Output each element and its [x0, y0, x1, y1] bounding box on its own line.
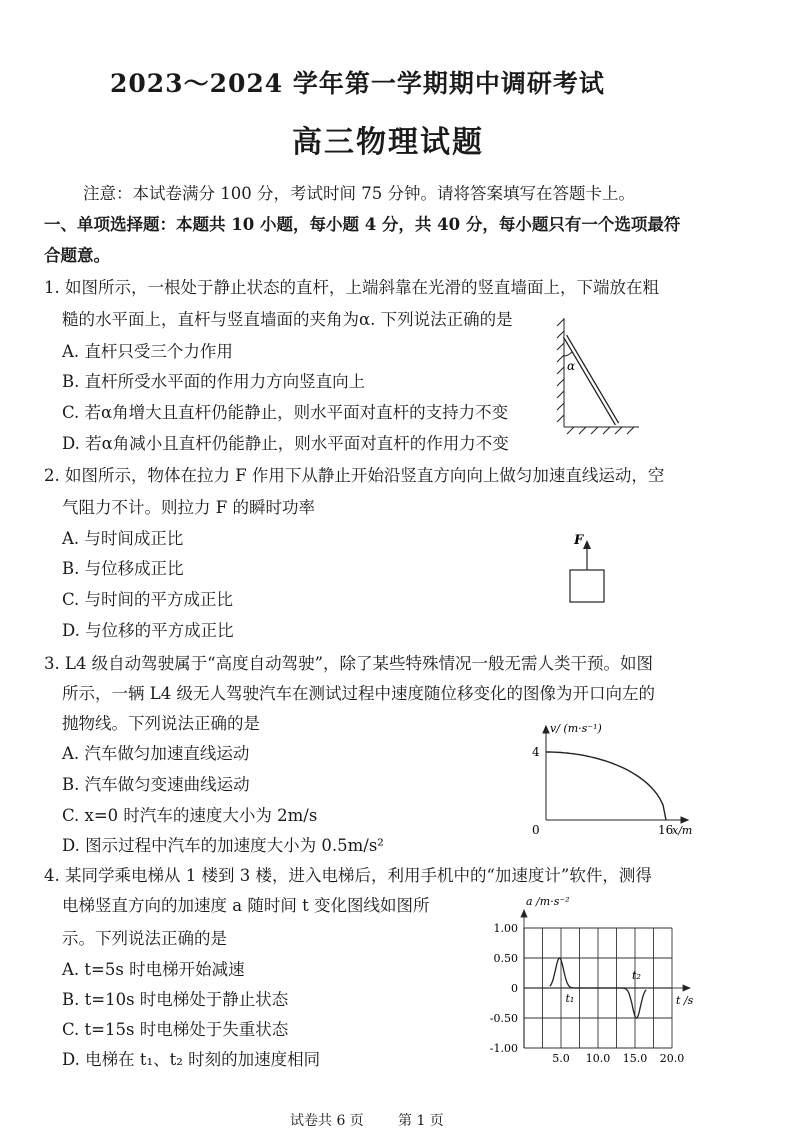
q3-option-d: D. 图示过程中汽车的加速度大小为 0.5m/s² [62, 836, 384, 855]
q3-stem-line1: 3. L4 级自动驾驶属于“高度自动驾驶”，除了某些特殊情况一般无需人类干预。如图 [44, 654, 654, 673]
q2-stem-line2: 气阻力不计。则拉力 F 的瞬时功率 [62, 498, 315, 517]
at-y-tick-label: -0.50 [489, 1012, 518, 1025]
q4-option-c: C. t=15s 时电梯处于失重状态 [62, 1020, 289, 1039]
q4-stem-line2: 电梯竖直方向的加速度 a 随时间 t 变化图线如图所 [62, 896, 430, 915]
force-arrow-head [583, 540, 591, 549]
q3-velocity-displacement-chart [520, 718, 692, 836]
q1-stem-line2: 糙的水平面上，直杆与竖直墙面的夹角为α. 下列说法正确的是 [62, 310, 513, 329]
at-x-tick-label: 15.0 [622, 1052, 648, 1064]
q1-option-c: C. 若α角增大且直杆仍能静止，则水平面对直杆的支持力不变 [62, 403, 509, 422]
q3-option-a: A. 汽车做匀加速直线运动 [62, 744, 250, 763]
at-y-tick-label: -1.00 [489, 1042, 518, 1055]
at-y-tick-label: 0.50 [493, 952, 518, 965]
vx-y-tick-4: 4 [532, 745, 540, 759]
q2-stem-line1: 2. 如图所示，物体在拉力 F 作用下从静止开始沿竖直方向向上做匀加速直线运动，空 [44, 466, 665, 485]
section-heading-line2: 合题意。 [44, 246, 110, 265]
vx-origin-label: 0 [532, 823, 540, 836]
at-x-arrow [683, 985, 690, 991]
q1-stem-line1: 1. 如图所示，一根处于静止状态的直杆，上端斜靠在光滑的竖直墙面上，下端放在粗 [44, 278, 659, 297]
notice: 注意：本试卷满分 100 分，考试时间 75 分钟。请将答案填写在答题卡上。 [83, 184, 635, 203]
q4-stem-line3: 示。下列说法正确的是 [62, 929, 227, 948]
at-y-tick-label: 1.00 [493, 922, 518, 935]
vx-x-tick-16: 16 [658, 823, 674, 836]
vx-x-axis-label: x/m [672, 824, 692, 836]
paper-title: 高三物理试题 [292, 125, 484, 160]
at-t2-annotation: t₂ [632, 969, 641, 982]
q1-option-d: D. 若α角减小且直杆仍能静止，则水平面对直杆的作用力不变 [62, 434, 509, 453]
q2-option-d: D. 与位移的平方成正比 [62, 621, 234, 640]
q2-option-c: C. 与时间的平方成正比 [62, 590, 234, 609]
q3-option-c: C. x=0 时汽车的速度大小为 2m/s [62, 806, 318, 825]
q1-rod-wall-figure [555, 312, 645, 438]
q4-acceleration-time-chart [478, 892, 708, 1064]
vx-parabola-curve [546, 752, 666, 820]
q1-option-a: A. 直杆只受三个力作用 [62, 342, 233, 361]
exam-title: 2023～2024 学年第一学期期中调研考试 [110, 69, 605, 98]
vx-y-axis-label: v/ (m·s⁻¹) [550, 722, 602, 735]
q4-stem-line1: 4. 某同学乘电梯从 1 楼到 3 楼，进入电梯后，利用手机中的“加速度计”软件，测得 [44, 866, 652, 885]
block [570, 570, 604, 602]
at-x-tick-label: 10.0 [585, 1052, 611, 1064]
q2-force-label: F [574, 533, 584, 548]
at-x-axis-label: t /s [676, 994, 694, 1007]
q4-option-a: A. t=5s 时电梯开始减速 [62, 960, 245, 979]
q3-stem-line2: 所示，一辆 L4 级无人驾驶汽车在测试过程中速度随位移变化的图像为开口向左的 [62, 684, 655, 703]
q1-angle-label: α [567, 359, 576, 373]
q3-stem-line3: 抛物线。下列说法正确的是 [62, 714, 260, 733]
vx-y-arrow [543, 726, 549, 733]
section-heading-line1: 一、单项选择题：本题共 10 小题，每小题 4 分，共 40 分，每小题只有一个选项最符 [44, 215, 681, 234]
footer-page-number: 第 1 页 [398, 1113, 444, 1129]
at-x-tick-label: 20.0 [659, 1052, 685, 1064]
at-t1-annotation: t₁ [565, 992, 575, 1005]
q4-option-d: D. 电梯在 t₁、t₂ 时刻的加速度相同 [62, 1050, 321, 1069]
q2-option-b: B. 与位移成正比 [62, 559, 184, 578]
at-y-arrow [521, 910, 527, 917]
q1-option-b: B. 直杆所受水平面的作用力方向竖直向上 [62, 372, 366, 391]
vx-x-arrow [681, 817, 688, 823]
footer-total-pages: 试卷共 6 页 [290, 1113, 364, 1129]
q3-option-b: B. 汽车做匀变速曲线运动 [62, 775, 250, 794]
at-y-tick-label: 0 [511, 982, 518, 995]
at-y-axis-label: a /m·s⁻² [526, 895, 570, 908]
q2-option-a: A. 与时间成正比 [62, 529, 184, 548]
q2-block-figure [560, 528, 620, 608]
at-x-tick-label: 5.0 [552, 1052, 570, 1064]
q4-option-b: B. t=10s 时电梯处于静止状态 [62, 990, 289, 1009]
